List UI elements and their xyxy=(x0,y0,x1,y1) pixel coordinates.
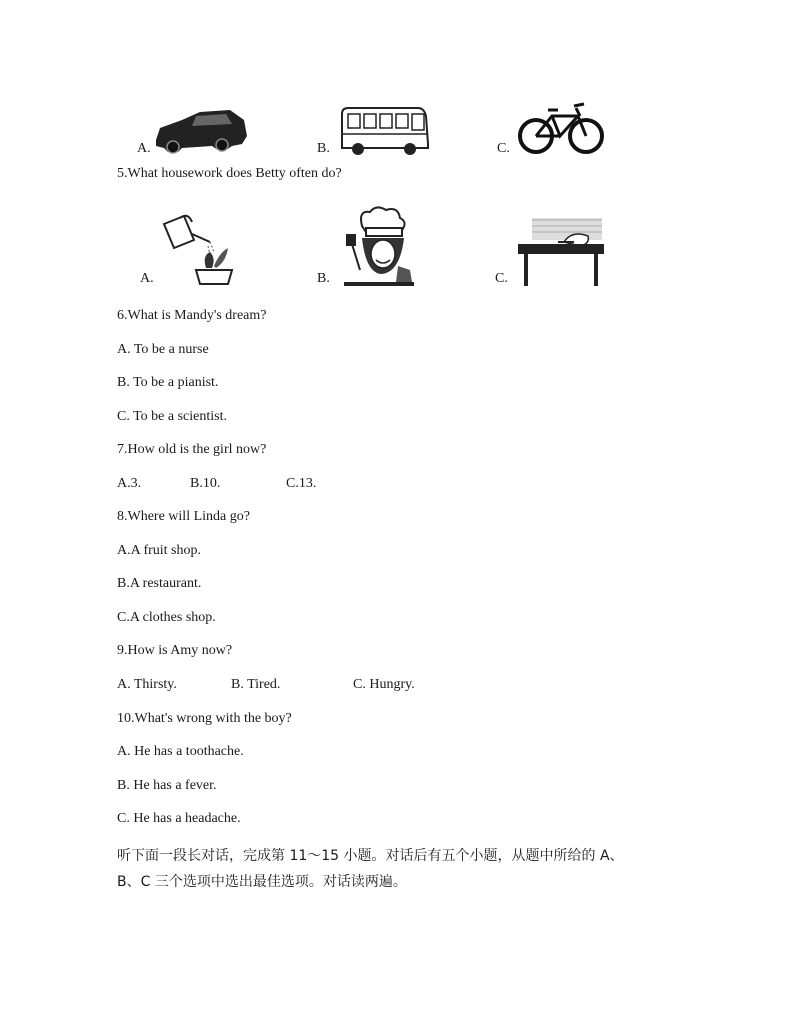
q8-option-a: A.A fruit shop. xyxy=(117,543,201,558)
q7-question: 7.How old is the girl now? xyxy=(117,442,267,457)
q8-option-c: C.A clothes shop. xyxy=(117,610,216,625)
q10-option-b: B. He has a fever. xyxy=(117,778,217,793)
q7-option-b: B.10. xyxy=(190,476,221,491)
bicycle-icon xyxy=(516,98,606,158)
q8-option-b: B.A restaurant. xyxy=(117,576,202,591)
q6-question: 6.What is Mandy's dream? xyxy=(117,308,267,323)
q6-option-b: B. To be a pianist. xyxy=(117,375,219,390)
q5-option-a-label: A. xyxy=(140,271,154,286)
car-icon xyxy=(152,106,250,156)
cleaning-table-icon xyxy=(514,214,606,288)
q9-option-c: C. Hungry. xyxy=(353,677,415,692)
q10-option-a: A. He has a toothache. xyxy=(117,744,244,759)
watering-plant-icon xyxy=(158,212,234,288)
q8-question: 8.Where will Linda go? xyxy=(117,509,250,524)
q9-option-a: A. Thirsty. xyxy=(117,677,177,692)
q9-question: 9.How is Amy now? xyxy=(117,643,233,658)
q6-option-a: A. To be a nurse xyxy=(117,342,209,357)
q4-option-a-label: A. xyxy=(137,141,151,156)
q4-option-b-label: B. xyxy=(317,141,330,156)
q10-question: 10.What's wrong with the boy? xyxy=(117,711,292,726)
q9-option-b: B. Tired. xyxy=(231,677,281,692)
q4-option-c-label: C. xyxy=(497,141,510,156)
q10-option-c: C. He has a headache. xyxy=(117,811,241,826)
q5-question: 5.What housework does Betty often do? xyxy=(117,166,342,181)
q7-option-a: A.3. xyxy=(117,476,142,491)
cooking-chef-icon xyxy=(338,204,418,288)
q6-option-c: C. To be a scientist. xyxy=(117,409,227,424)
q7-option-c: C.13. xyxy=(286,476,317,491)
bus-icon xyxy=(338,104,430,158)
section-instructions-line-1: 听下面一段长对话，完成第 11～15 小题。对话后有五个小题，从题中所给的 A、 xyxy=(117,848,624,864)
q5-option-b-label: B. xyxy=(317,271,330,286)
q5-option-c-label: C. xyxy=(495,271,508,286)
section-instructions-line-2: B、C 三个选项中选出最佳选项。对话读两遍。 xyxy=(117,874,407,890)
